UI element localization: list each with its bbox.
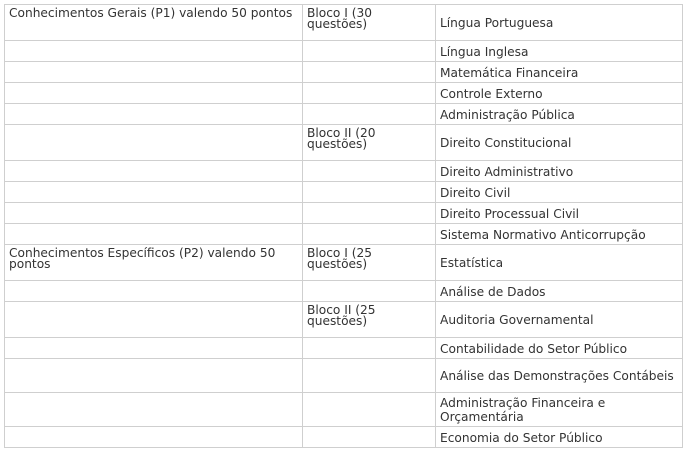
disciplina-cell: Análise de Dados — [436, 281, 683, 302]
disciplina-cell: Direito Administrativo — [436, 161, 683, 182]
table-body — [5, 5, 683, 448]
disciplina-cell: Contabilidade do Setor Público — [436, 338, 683, 359]
bloco-cell — [303, 393, 436, 427]
disciplina-cell: Auditoria Governamental — [436, 302, 683, 338]
disciplina-cell: Direito Civil — [436, 182, 683, 203]
table-row — [5, 41, 683, 62]
table-row — [5, 245, 683, 281]
disciplina-cell: Direito Constitucional — [436, 125, 683, 161]
bloco-cell: Bloco II (20 questões) — [303, 125, 436, 161]
bloco-cell — [303, 161, 436, 182]
disciplina-cell: Matemática Financeira — [436, 62, 683, 83]
bloco-cell — [303, 203, 436, 224]
disciplina-cell: Estatística — [436, 245, 683, 281]
prova-cell: Conhecimentos Gerais (P1) valendo 50 pontos — [5, 5, 303, 41]
prova-cell — [5, 104, 303, 125]
table-row — [5, 62, 683, 83]
bloco-cell: Bloco I (25 questões) — [303, 245, 436, 281]
prova-cell — [5, 161, 303, 182]
table-row — [5, 104, 683, 125]
table-row — [5, 393, 683, 427]
bloco-cell — [303, 224, 436, 245]
disciplina-cell: Língua Portuguesa — [436, 5, 683, 41]
bloco-cell — [303, 104, 436, 125]
table-row — [5, 5, 683, 41]
table-row — [5, 302, 683, 338]
table-row — [5, 203, 683, 224]
bloco-cell — [303, 62, 436, 83]
prova-cell — [5, 338, 303, 359]
bloco-cell — [303, 338, 436, 359]
bloco-cell — [303, 182, 436, 203]
content-table-container — [4, 4, 683, 448]
table-row — [5, 281, 683, 302]
prova-cell — [5, 302, 303, 338]
prova-cell — [5, 62, 303, 83]
prova-cell — [5, 182, 303, 203]
table-row — [5, 125, 683, 161]
disciplina-cell: Análise das Demonstrações Contábeis — [436, 359, 683, 393]
table-row — [5, 359, 683, 393]
table-row — [5, 182, 683, 203]
prova-cell: Conhecimentos Específicos (P2) valendo 50 pontos — [5, 245, 303, 281]
disciplina-cell: Controle Externo — [436, 83, 683, 104]
prova-cell — [5, 281, 303, 302]
table-row — [5, 83, 683, 104]
table-row — [5, 427, 683, 448]
prova-cell — [5, 41, 303, 62]
disciplina-cell: Administração Financeira e Orçamentária — [436, 393, 683, 427]
table-row — [5, 224, 683, 245]
prova-cell — [5, 359, 303, 393]
bloco-cell: Bloco II (25 questões) — [303, 302, 436, 338]
prova-cell — [5, 125, 303, 161]
prova-cell — [5, 203, 303, 224]
prova-cell — [5, 224, 303, 245]
prova-cell — [5, 427, 303, 448]
disciplina-cell: Sistema Normativo Anticorrupção — [436, 224, 683, 245]
bloco-cell — [303, 281, 436, 302]
disciplina-cell: Direito Processual Civil — [436, 203, 683, 224]
disciplina-cell: Economia do Setor Público — [436, 427, 683, 448]
bloco-cell — [303, 83, 436, 104]
disciplina-cell: Administração Pública — [436, 104, 683, 125]
disciplina-cell: Língua Inglesa — [436, 41, 683, 62]
bloco-cell — [303, 427, 436, 448]
bloco-cell — [303, 41, 436, 62]
prova-cell — [5, 393, 303, 427]
exam-subjects-table — [4, 4, 683, 448]
table-row — [5, 338, 683, 359]
table-row — [5, 161, 683, 182]
bloco-cell — [303, 359, 436, 393]
bloco-cell: Bloco I (30 questões) — [303, 5, 436, 41]
prova-cell — [5, 83, 303, 104]
